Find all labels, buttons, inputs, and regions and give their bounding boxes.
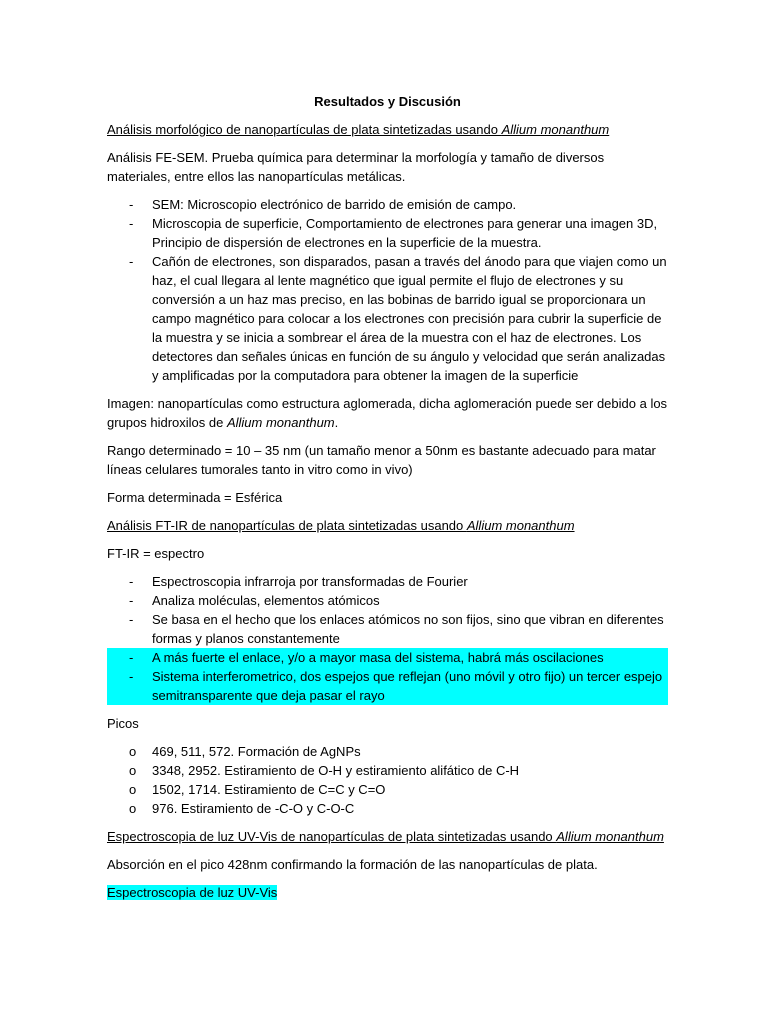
dash-bullet: -: [129, 216, 134, 231]
circle-bullet: o: [129, 763, 137, 778]
sem-list: [107, 195, 668, 385]
heading-text: Análisis morfológico de nanopartículas de plata sintetizadas usando: [107, 122, 502, 137]
list-item-text: Analiza moléculas, elementos atómicos: [152, 593, 380, 608]
heading-species: Allium monanthum: [501, 122, 610, 137]
list-item-text: Cañón de electrones, son disparados, pasan a través del ánodo para que viajen como un haz, el cual llegara al lente magnético que igual permite el flujo de electrones y su conversión a un haz mas preciso, en las bobinas de barrido igual se proporcionara un campo magnético para colocar a los electrones con precisión para cubrir la superficie de la muestra y se inicia a sombrear el área de la muestra con el haz de electrones. Los detectores dan señales únicas en función de su ángulo y velocidad que serán analizadas y amplificadas por la computadora para obtener la imagen de la superficie: [152, 254, 667, 383]
document-title: Resultados y Discusión: [314, 94, 461, 109]
highlighted-list-item: [107, 667, 668, 705]
heading-species: Allium monanthum: [466, 518, 575, 533]
list-item-text: 1502, 1714. Estiramiento de C=C y C=O: [152, 782, 386, 797]
imagen-text: Imagen: nanopartículas como estructura aglomerada, dicha aglomeración puede ser debido a los grupos hidroxilos de: [107, 396, 668, 430]
dash-bullet: -: [129, 197, 134, 212]
list-item: [107, 214, 668, 252]
heading-text: Espectroscopia de luz UV-Vis de nanopartículas de plata sintetizadas usando: [107, 829, 557, 844]
circle-bullet: o: [129, 744, 137, 759]
section-heading-ftir: [107, 516, 668, 535]
list-item: [107, 780, 668, 799]
picos-list: [107, 742, 668, 818]
list-item: [107, 252, 668, 385]
imagen-species: Allium monanthum: [226, 415, 335, 430]
highlighted-text: Espectroscopia de luz UV-Vis: [107, 885, 278, 900]
list-item: [107, 610, 668, 648]
absorcion-paragraph: Absorción en el pico 428nm confirmando la formación de las nanopartículas de plata.: [107, 857, 598, 872]
picos-label: Picos: [107, 716, 139, 731]
dash-bullet: -: [129, 574, 134, 589]
list-item: [107, 761, 668, 780]
list-item: [107, 742, 668, 761]
list-item-text: 469, 511, 572. Formación de AgNPs: [152, 744, 361, 759]
ftir-list: [107, 572, 668, 705]
dash-bullet: -: [129, 593, 134, 608]
list-item-text: Microscopia de superficie, Comportamiento de electrones para generar una imagen 3D, Principio de dispersión de electrones en la superficie de la muestra.: [152, 216, 658, 250]
circle-bullet: o: [129, 801, 137, 816]
imagen-paragraph: [107, 394, 668, 432]
list-item: [107, 195, 668, 214]
circle-bullet: o: [129, 782, 137, 797]
dash-bullet: -: [129, 650, 134, 665]
list-item-text: Se basa en el hecho que los enlaces atómicos no son fijos, sino que vibran en diferentes formas y planos constantemente: [152, 612, 664, 646]
section-heading-uvvis: [107, 827, 668, 846]
section-heading-morphology: [107, 120, 668, 139]
dash-bullet: -: [129, 254, 134, 269]
list-item: [107, 572, 668, 591]
list-item-text: Sistema interferometrico, dos espejos que reflejan (uno móvil y otro fijo) un tercer espejo semitransparente que deja pasar el rayo: [152, 669, 663, 703]
dash-bullet: -: [129, 669, 134, 684]
list-item-text: 976. Estiramiento de -C-O y C-O-C: [152, 801, 355, 816]
fesem-intro: Análisis FE-SEM. Prueba química para determinar la morfología y tamaño de diversos materiales, entre ellos las nanopartículas metálicas.: [107, 150, 605, 184]
list-item-text: SEM: Microscopio electrónico de barrido de emisión de campo.: [152, 197, 517, 212]
uvvis-highlight-paragraph: [107, 883, 668, 902]
list-item-text: Espectroscopia infrarroja por transformadas de Fourier: [152, 574, 468, 589]
heading-species: Allium monanthum: [556, 829, 664, 844]
ftir-paragraph: FT-IR = espectro: [107, 546, 205, 561]
heading-text: Análisis FT-IR de nanopartículas de plata sintetizadas usando: [107, 518, 467, 533]
list-item: [107, 591, 668, 610]
list-item-text: A más fuerte el enlace, y/o a mayor masa del sistema, habrá más oscilaciones: [152, 650, 604, 665]
highlighted-list-item: [107, 648, 668, 667]
imagen-suffix: .: [334, 415, 339, 430]
forma-paragraph: Forma determinada = Esférica: [107, 490, 283, 505]
dash-bullet: -: [129, 612, 134, 627]
list-item-text: 3348, 2952. Estiramiento de O-H y estiramiento alifático de C-H: [152, 763, 520, 778]
rango-paragraph: Rango determinado = 10 – 35 nm (un tamaño menor a 50nm es bastante adecuado para matar líneas celulares tumorales tanto in vitro como in vivo): [107, 443, 656, 477]
list-item: [107, 799, 668, 818]
